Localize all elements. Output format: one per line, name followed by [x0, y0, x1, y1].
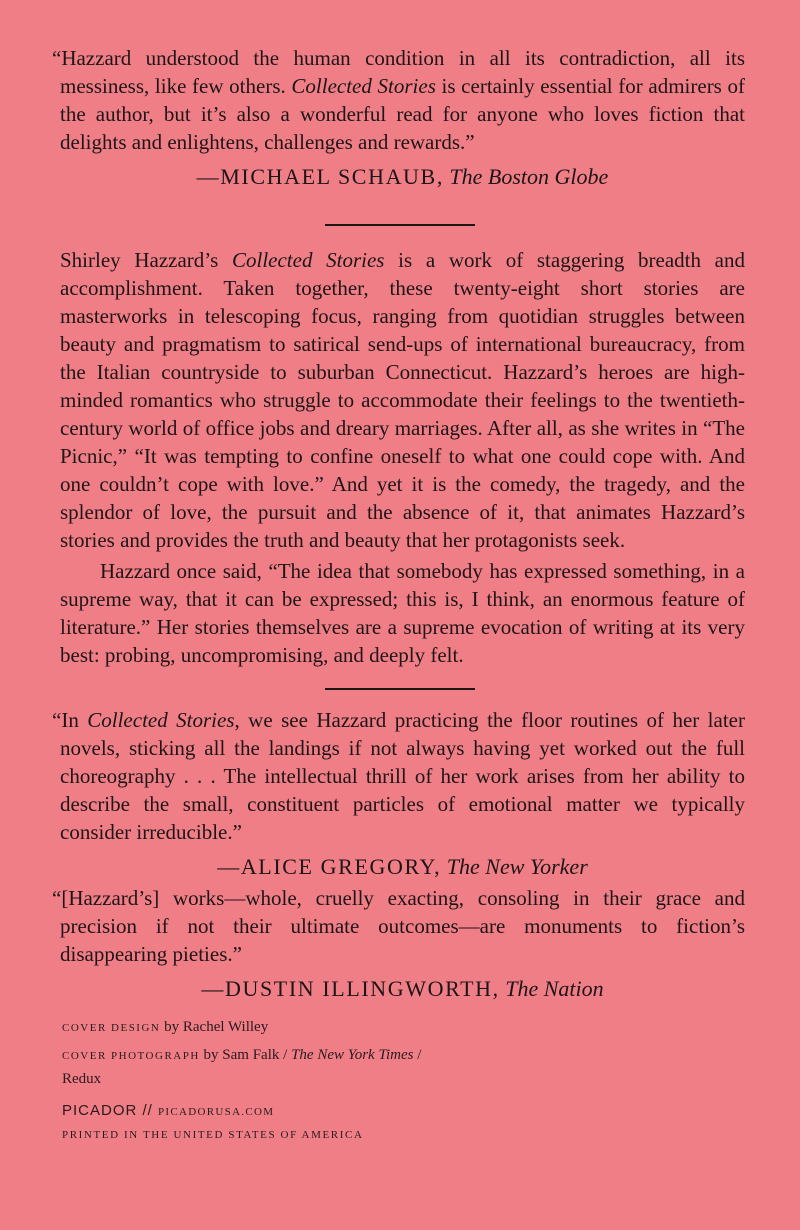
quote-text: “In Collected Stories, we see Hazzard practicing the floor routines of her later novels, sticking all the landings if not always having yet worked out the full choreography . . . The intellectual thrill of her work arises from her ability to describe the small, constituent particles of emotional matter we typically consider irreducible.” — [52, 708, 745, 844]
divider-rule — [325, 224, 475, 226]
publisher-logo: PICADOR — [62, 1102, 138, 1119]
quote-text: “Hazzard understood the human condition in all its contradiction, all its messiness, like few others. Collected Stories is certainly essential for admirers of the author, but it’s also a wonderful read for anyone who loves fiction that delights and enlightens, challenges and rewards.” — [52, 46, 746, 154]
description-paragraph: Hazzard once said, “The idea that somebody has expressed something, in a supreme way, that it can be expressed; this is, I think, an enormous feature of literature.” Her stories themselves are a supreme evocation of writing at its very best: probing, uncompromising, and deeply felt. — [60, 559, 745, 667]
printed-notice: PRINTED IN THE UNITED STATES OF AMERICA — [62, 1129, 364, 1141]
publication-name: The Nation — [505, 976, 604, 1001]
cover-photo-credit: COVER PHOTOGRAPH by Sam Falk / The New York Times / Redux — [62, 1047, 422, 1087]
quote-text: “[Hazzard’s] works—whole, cruelly exacting, consoling in their grace and precision if not their ultimate outcomes—are monuments to fiction’s disappearing pieties.” — [52, 886, 745, 966]
quote-attribution: —MICHAEL SCHAUB, The Boston Globe — [196, 164, 609, 189]
review-quote-schaub — [52, 44, 746, 192]
quote-attribution: —DUSTIN ILLINGWORTH, The Nation — [201, 976, 604, 1001]
review-quote-illingworth — [52, 884, 745, 1004]
publication-name: The Boston Globe — [449, 164, 609, 189]
credits — [62, 1016, 442, 1147]
review-quote-gregory — [52, 706, 745, 882]
publisher-line: PICADOR // PICADORUSA.COM — [62, 1102, 275, 1119]
book-title: Collected Stories — [87, 708, 235, 732]
description-paragraph: Shirley Hazzard’s Collected Stories is a work of staggering breadth and accomplishment. Taken together, these twenty-eight short stories are masterworks in telescoping focus, ranging from quotidian struggles between beauty and pragmatism to satirical send-ups of international bureaucracy, from the Italian countryside to suburban Connecticut. Hazzard’s heroes are high-minded romantics who struggle to accommodate their feelings to the twentieth-century world of office jobs and dreary marriages. After all, as she writes in “The Picnic,” “It was tempting to confine oneself to what one could cope with. And one couldn’t cope with love.” And yet it is the comedy, the tragedy, and the splendor of love, the pursuit and the absence of it, that animates Hazzard’s stories and provides the truth and beauty that her protagonists seek. — [60, 248, 745, 552]
divider-rule — [325, 688, 475, 690]
publication-name: The New Yorker — [446, 854, 588, 879]
publisher-url: PICADORUSA.COM — [158, 1106, 275, 1118]
quote-attribution: —ALICE GREGORY, The New Yorker — [217, 854, 588, 879]
book-description — [60, 246, 745, 669]
book-title: Collected Stories — [231, 248, 385, 272]
book-title: Collected Stories — [291, 74, 436, 98]
publication-name: The New York Times — [291, 1047, 414, 1063]
cover-design-credit: COVER DESIGN by Rachel Willey — [62, 1019, 269, 1035]
